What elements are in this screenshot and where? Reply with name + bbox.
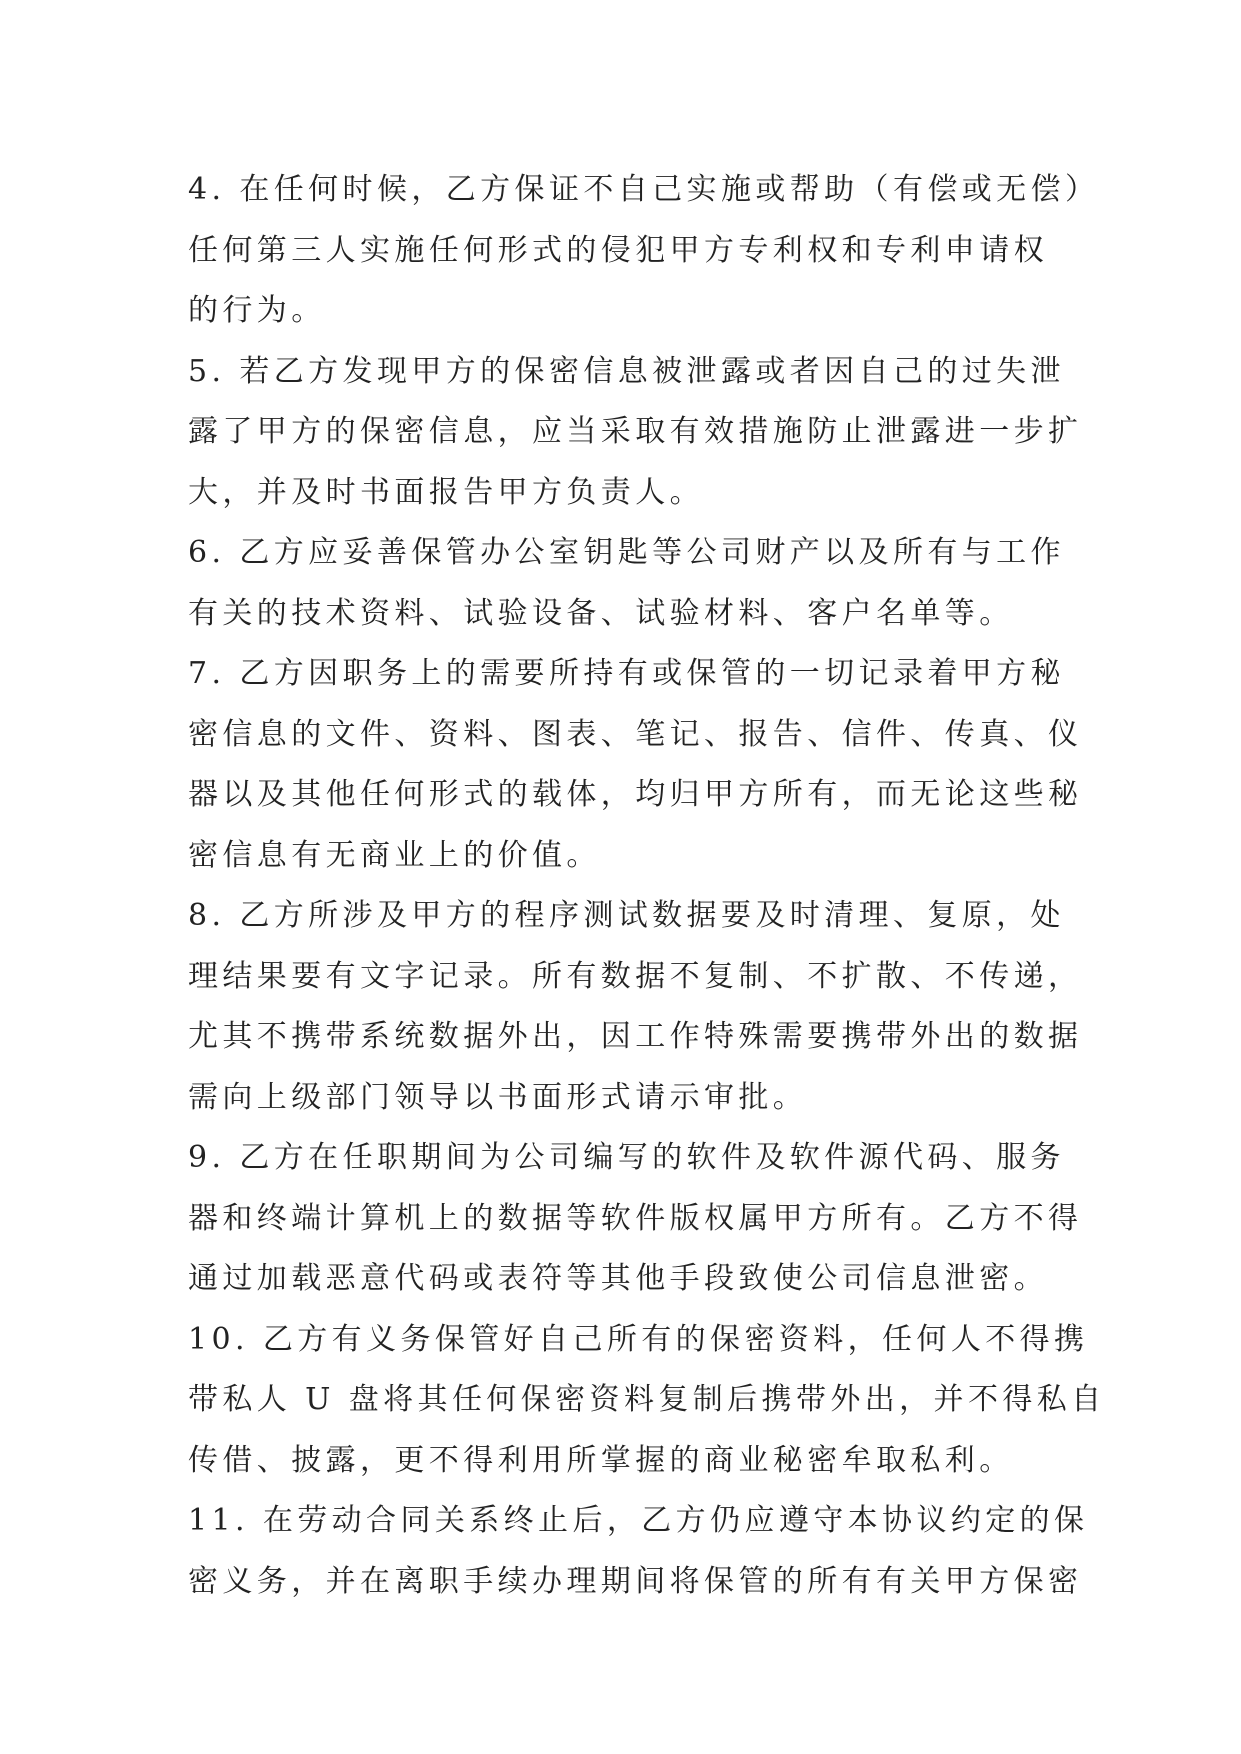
text-line: 理结果要有文字记录。所有数据不复制、不扩散、不传递， — [188, 958, 1083, 994]
text-line: 传借、披露，更不得利用所掌握的商业秘密牟取私利。 — [188, 1442, 1014, 1478]
clause-11 — [188, 1491, 1089, 1612]
clause-8 — [188, 886, 1083, 1128]
text-line: 尤其不携带系统数据外出，因工作特殊需要携带外出的数据 — [188, 1019, 1083, 1054]
text-line: 器以及其他任何形式的载体，均归甲方所有，而无论这些秘 — [188, 777, 1083, 812]
text-line: 带私人 U 盘将其任何保密资料复制后携带外出，并不得私自 — [188, 1382, 1106, 1417]
text-line: 密信息有无商业上的价值。 — [188, 837, 601, 873]
text-line: 通过加载恶意代码或表符等其他手段致使公司信息泄密。 — [188, 1261, 1048, 1296]
text-line: 7. 乙方因职务上的需要所持有或保管的一切记录着甲方秘 — [188, 656, 1065, 691]
text-line: 大，并及时书面报告甲方负责人。 — [188, 474, 704, 510]
text-line: 密义务，并在离职手续办理期间将保管的所有有关甲方保密 — [188, 1563, 1083, 1599]
clause-4 — [188, 160, 1100, 342]
text-line: 的行为。 — [188, 293, 326, 328]
clause-6 — [188, 523, 1065, 644]
text-line: 6. 乙方应妥善保管办公室钥匙等公司财产以及所有与工作 — [188, 535, 1065, 570]
clause-5 — [188, 342, 1083, 524]
document-body — [188, 160, 1106, 1612]
text-line: 任何第三人实施任何形式的侵犯甲方专利权和专利申请权 — [188, 232, 1048, 268]
text-line: 需向上级部门领导以书面形式请示审批。 — [188, 1079, 808, 1115]
clause-7 — [188, 644, 1083, 886]
text-line: 有关的技术资料、试验设备、试验材料、客户名单等。 — [188, 595, 1014, 631]
text-line: 5. 若乙方发现甲方的保密信息被泄露或者因自己的过失泄 — [188, 353, 1065, 389]
text-line: 4. 在任何时候，乙方保证不自己实施或帮助（有偿或无偿） — [188, 172, 1100, 207]
text-line: 密信息的文件、资料、图表、笔记、报告、信件、传真、仪 — [188, 716, 1083, 752]
text-line: 器和终端计算机上的数据等软件版权属甲方所有。乙方不得 — [188, 1200, 1083, 1236]
text-line: 10. 乙方有义务保管好自己所有的保密资料，任何人不得携 — [188, 1321, 1089, 1357]
text-line: 9. 乙方在任职期间为公司编写的软件及软件源代码、服务 — [188, 1140, 1065, 1175]
text-line: 露了甲方的保密信息，应当采取有效措施防止泄露进一步扩 — [188, 414, 1083, 449]
text-line: 8. 乙方所涉及甲方的程序测试数据要及时清理、复原，处 — [188, 898, 1065, 933]
text-line: 11. 在劳动合同关系终止后，乙方仍应遵守本协议约定的保 — [188, 1503, 1089, 1538]
clause-10 — [188, 1310, 1106, 1492]
clause-9 — [188, 1128, 1083, 1310]
